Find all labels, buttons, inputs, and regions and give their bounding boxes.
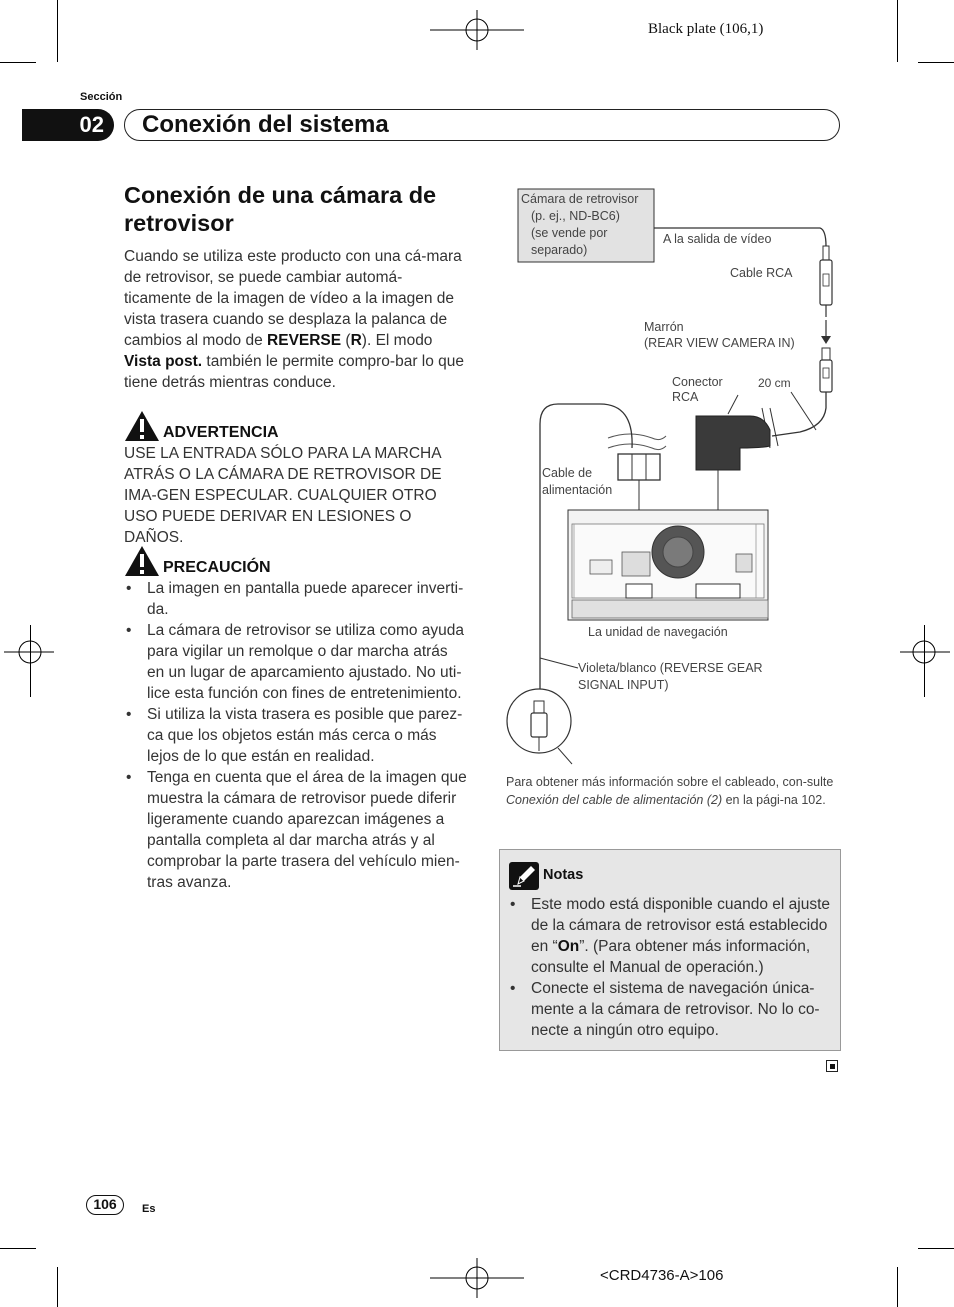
section-title: Conexión del sistema [142, 111, 389, 138]
reference-link[interactable]: Conexión del cable de alimentación (2) [506, 793, 723, 807]
power-cable-line: Cable de [542, 466, 593, 480]
end-mark [826, 1060, 838, 1072]
intro-text: ). El modo [361, 332, 433, 349]
list-item: • Tenga en cuenta que el área de la imagen que muestra la cámara de retrovisor puede diferir ligeramente cuando aparezcan imágenes a pantalla completa al dar marcha atrás y al comprobar la parte trasera del vehículo mien-tras avanza. [124, 767, 469, 893]
note-text: Conecte el sistema de navegación única-mente a la cámara de retrovisor. No lo co-necte a ningún otro equipo. [531, 980, 820, 1039]
caution-icon [124, 545, 160, 577]
notes-list [508, 894, 833, 1041]
brown-label-line: (REAR VIEW CAMERA IN) [644, 336, 795, 350]
camera-label-line: Cámara de retrovisor [521, 192, 639, 206]
pencil-note-icon [509, 862, 539, 890]
caution-list [124, 578, 469, 893]
crop-mark [918, 1248, 954, 1249]
intro-text: también le permite compro-bar lo que tiene detrás mientras conduce. [124, 353, 465, 391]
brown-label [644, 319, 795, 351]
camera-label-line: (se vende por [531, 226, 608, 240]
crop-mark [897, 1267, 898, 1307]
rca-connector-line: Conector [672, 375, 723, 389]
rca-connector-label [672, 375, 723, 405]
vista-term: Vista post. [124, 353, 203, 370]
list-item: • La imagen en pantalla puede aparecer inverti-da. [124, 578, 469, 620]
crop-mark [0, 1248, 36, 1249]
crop-mark [918, 62, 954, 63]
crop-mark [0, 62, 36, 63]
caution-title: PRECAUCIÓN [163, 559, 271, 576]
rca-cable-label: Cable RCA [730, 266, 793, 280]
crop-mark [57, 0, 58, 62]
reference-text: en la pági-na 102. [722, 793, 826, 807]
document-code: <CRD4736-A>106 [600, 1267, 724, 1284]
notes-title: Notas [543, 867, 584, 883]
wiring-reference [506, 773, 838, 809]
violet-label [578, 660, 763, 694]
warning-icon [124, 410, 160, 442]
note-bold: On [557, 938, 580, 955]
camera-label-line: (p. ej., ND-BC6) [531, 209, 620, 223]
reverse-letter: R [350, 332, 362, 349]
page-number: 106 [86, 1195, 124, 1215]
registration-mark [430, 10, 524, 50]
power-cable-label [542, 465, 612, 499]
intro-paragraph [124, 246, 469, 393]
length-label: 20 cm [758, 376, 791, 390]
nav-unit-label: La unidad de navegación [588, 625, 728, 639]
reference-text: Para obtener más información sobre el cableado, con-sulte [506, 775, 834, 789]
registration-mark [430, 1258, 524, 1298]
rca-connector-line: RCA [672, 390, 699, 404]
video-out-label: A la salida de vídeo [663, 232, 772, 246]
intro-text: Cuando se utiliza este producto con una cá-mara de retrovisor, se puede cambiar automá-ticamente de la imagen de vídeo a la imagen de vista trasera cuando se desplaza la palanca de cambios al modo de [124, 248, 462, 349]
plate-label: Black plate (106,1) [648, 21, 764, 37]
camera-label-line: separado) [531, 243, 588, 257]
reverse-term: REVERSE [267, 332, 342, 349]
intro-text: ( [341, 332, 351, 349]
list-item [508, 894, 833, 978]
list-item: • Si utiliza la vista trasera es posible que parez-ca que los objetos están más cerca o más lejos de lo que están en realidad. [124, 704, 469, 767]
power-cable-line: alimentación [542, 483, 613, 497]
page-heading: Conexión de una cámara de retrovisor [124, 182, 437, 236]
registration-mark [900, 629, 950, 675]
violet-label-line: Violeta/blanco (REVERSE GEAR [578, 661, 763, 675]
brown-label-line: Marrón [644, 320, 684, 334]
camera-label [521, 191, 638, 259]
section-label: Sección [80, 91, 123, 103]
list-item: • La cámara de retrovisor se utiliza como ayuda para vigilar un remolque o dar marcha atrás en un lugar de aparcamiento ajustado. No uti-lice esta función con fines de entretenimiento. [124, 620, 469, 704]
note-text: Este modo está disponible cuando el ajuste de la cámara de retrovisor está establecido en “ [531, 896, 831, 955]
violet-label-line: SIGNAL INPUT) [578, 678, 669, 692]
crop-mark [57, 1267, 58, 1307]
language-code: Es [142, 1203, 156, 1215]
registration-mark [4, 629, 54, 675]
warning-text: USE LA ENTRADA SÓLO PARA LA MARCHA ATRÁS O LA CÁMARA DE RETROVISOR DE IMA-GEN ESPECULAR. CUALQUIER OTRO USO PUEDE DERIVAR EN LESIONES O DAÑOS. [124, 445, 442, 546]
section-number: 02 [22, 109, 114, 141]
warning-title: ADVERTENCIA [163, 424, 279, 441]
crop-mark [897, 0, 898, 62]
note-text: ”. (Para obtener más información, consulte el Manual de operación.) [531, 938, 811, 976]
list-item [508, 978, 833, 1041]
